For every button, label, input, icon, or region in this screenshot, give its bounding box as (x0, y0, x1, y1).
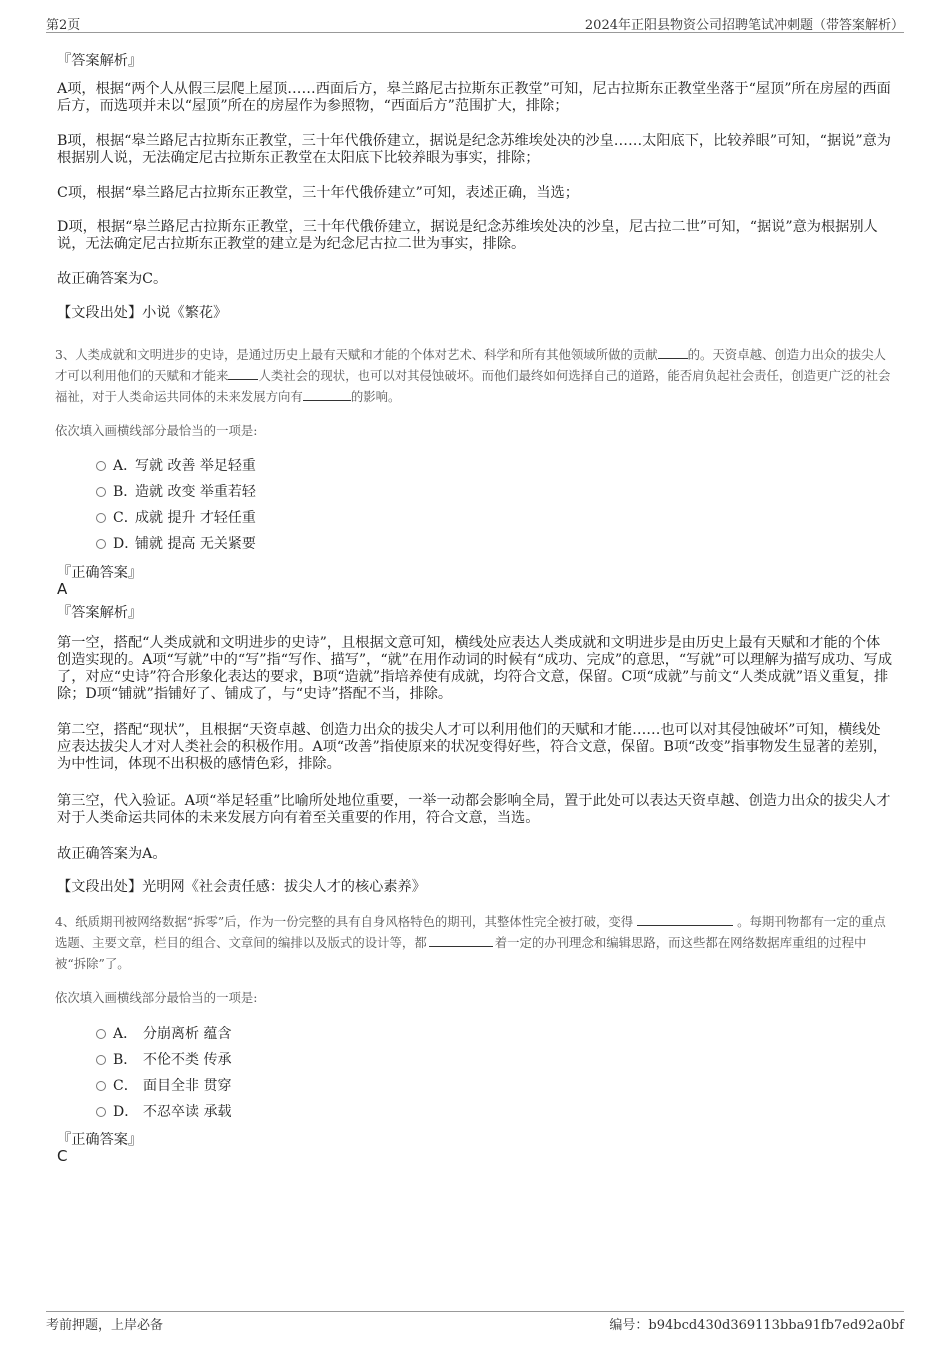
q2-analysis-d: D项，根据“皋兰路尼古拉斯东正教堂，三十年代俄侨建立，据说是纪念苏维埃处决的沙皇，尼古拉二世”可知，“据说”意为根据别人说，无法确定尼古拉斯东正教堂的建立是为纪念尼古拉二世为事实，排除。 (57, 219, 878, 252)
q3-analysis-3: 第三空，代入验证。A项“举足轻重”比喻所处地位重要，一举一动都会影响全局，置于此处可以表达天资卓越、创造力出众的拔尖人才对于人类命运共同体的未来发展方向有着至关重要的作用，符合文意，当选。 (57, 793, 891, 826)
radio-icon[interactable] (96, 539, 106, 549)
q2-conclusion: 故正确答案为C。 (57, 271, 168, 287)
q4-stem: 4、纸质期刊被网络数据“拆零”后，作为一份完整的具有自身风格特色的期刊，其整体性完全被打破，变得 。每期刊物都有一定的重点选题、主要文章，栏目的组合、文章间的编排以及版式的设计等，都 着一定的办刊理念和编辑思路，而这些都在网络数据库重组的过程中被“拆除”了。 (55, 914, 886, 971)
blank-1 (658, 345, 688, 359)
q3-prompt: 依次填入画横线部分最恰当的一项是: (55, 423, 258, 438)
document-id: 编号：b94bcd430d369113bba91fb7ed92a0bf (609, 1318, 904, 1333)
header-divider (46, 32, 904, 33)
radio-icon[interactable] (96, 487, 106, 497)
q3-stem: 3、人类成就和文明进步的史诗，是通过历史上最有天赋和才能的个体对艺术、科学和所有其他领域所做的贡献 的。天资卓越、创造力出众的拔尖人才可以利用他们的天赋和才能来 人类社会的现状，也可以对其侵蚀破坏。而他们最终如何选择自己的道路，能否肩负起社会责任，创造更广泛的社会福祉，对于人类命运共同体的未来发展方向有 的影响。 (55, 347, 891, 404)
blank-3 (303, 387, 351, 401)
q3-answer-title: 『正确答案』 (57, 565, 143, 581)
q2-analysis-a: A项，根据“两个人从假三层爬上屋顶……西面后方，皋兰路尼古拉斯东正教堂”可知，尼古拉斯东正教堂坐落于“屋顶”所在房屋的西面后方，而选项并未以“屋顶”所在的房屋作为参照物，“西面后方”范围扩大，排除； (57, 81, 891, 114)
footer-slogan: 考前押题，上岸必备 (46, 1318, 164, 1333)
radio-icon[interactable] (96, 461, 106, 471)
radio-icon[interactable] (96, 1055, 106, 1065)
blank-1 (637, 912, 733, 926)
q2-analysis-c: C项，根据“皋兰路尼古拉斯东正教堂，三十年代俄侨建立”可知，表述正确，当选； (57, 185, 579, 201)
q3-option-c[interactable]: C．成就 提升 才轻任重 (96, 507, 256, 527)
radio-icon[interactable] (96, 1081, 106, 1091)
q2-source: 【文段出处】小说《繁花》 (57, 305, 228, 321)
q4-option-c[interactable]: C． 面目全非 贯穿 (96, 1075, 231, 1095)
blank-2 (228, 366, 258, 380)
q3-option-a[interactable]: A．写就 改善 举足轻重 (96, 455, 256, 475)
q3-analysis-1: 第一空，搭配“人类成就和文明进步的史诗”，且根据文意可知，横线处应表达人类成就和文明进步是由历史上最有天赋和才能的个体创造实现的。A项“写就”中的“写”指“写作、描写”，“就”在用作动词的时候有“成功、完成”的意思，“写就”可以理解为描写成功、写成了，对应“史诗”符合形象化表达的要求，B项“造就”指培养使有成就，均符合文意，保留。C项“成就”与前文“人类成就”语义重复，排除；D项“铺就”指铺好了、铺成了，与“史诗”搭配不当，排除。 (57, 635, 893, 702)
radio-icon[interactable] (96, 513, 106, 523)
page-number: 第2页 (46, 18, 81, 33)
blank-2 (429, 933, 493, 947)
q2-analysis-title: 『答案解析』 (57, 53, 143, 69)
radio-icon[interactable] (96, 1107, 106, 1117)
q3-analysis-2: 第二空，搭配“现状”，且根据“天资卓越、创造力出众的拔尖人才可以利用他们的天赋和才能……也可以对其侵蚀破坏”可知，横线处应表达拔尖人才对人类社会的积极作用。A项“改善”指使原来的状况变得好些，符合文意，保留。B项“改变”指事物发生显著的差别，为中性词，体现不出积极的感情色彩，排除。 (57, 722, 888, 772)
document-title: 2024年正阳县物资公司招聘笔试冲刺题（带答案解析） (584, 18, 904, 33)
page-header (46, 14, 904, 32)
q4-answer-title: 『正确答案』 (57, 1132, 143, 1148)
q3-option-d[interactable]: D．铺就 提高 无关紧要 (96, 533, 256, 553)
q3-analysis-title: 『答案解析』 (57, 605, 143, 621)
q3-source: 【文段出处】光明网《社会责任感：拔尖人才的核心素养》 (57, 879, 426, 895)
radio-icon[interactable] (96, 1029, 106, 1039)
q3-option-b[interactable]: B．造就 改变 举重若轻 (96, 481, 256, 501)
q3-conclusion: 故正确答案为A。 (57, 846, 167, 862)
q4-answer: C (57, 1147, 68, 1165)
q4-option-b[interactable]: B． 不伦不类 传承 (96, 1049, 231, 1069)
q3-answer: A (57, 580, 68, 598)
footer-divider (46, 1311, 904, 1312)
q4-option-a[interactable]: A． 分崩离析 蕴含 (96, 1023, 231, 1043)
q2-analysis-b: B项，根据“皋兰路尼古拉斯东正教堂，三十年代俄侨建立，据说是纪念苏维埃处决的沙皇……太阳底下，比较养眼”可知，“据说”意为根据别人说，无法确定尼古拉斯东正教堂在太阳底下比较养眼为事实，排除； (57, 133, 891, 166)
q4-option-d[interactable]: D． 不忍卒读 承载 (96, 1101, 231, 1121)
q4-prompt: 依次填入画横线部分最恰当的一项是: (55, 990, 258, 1005)
